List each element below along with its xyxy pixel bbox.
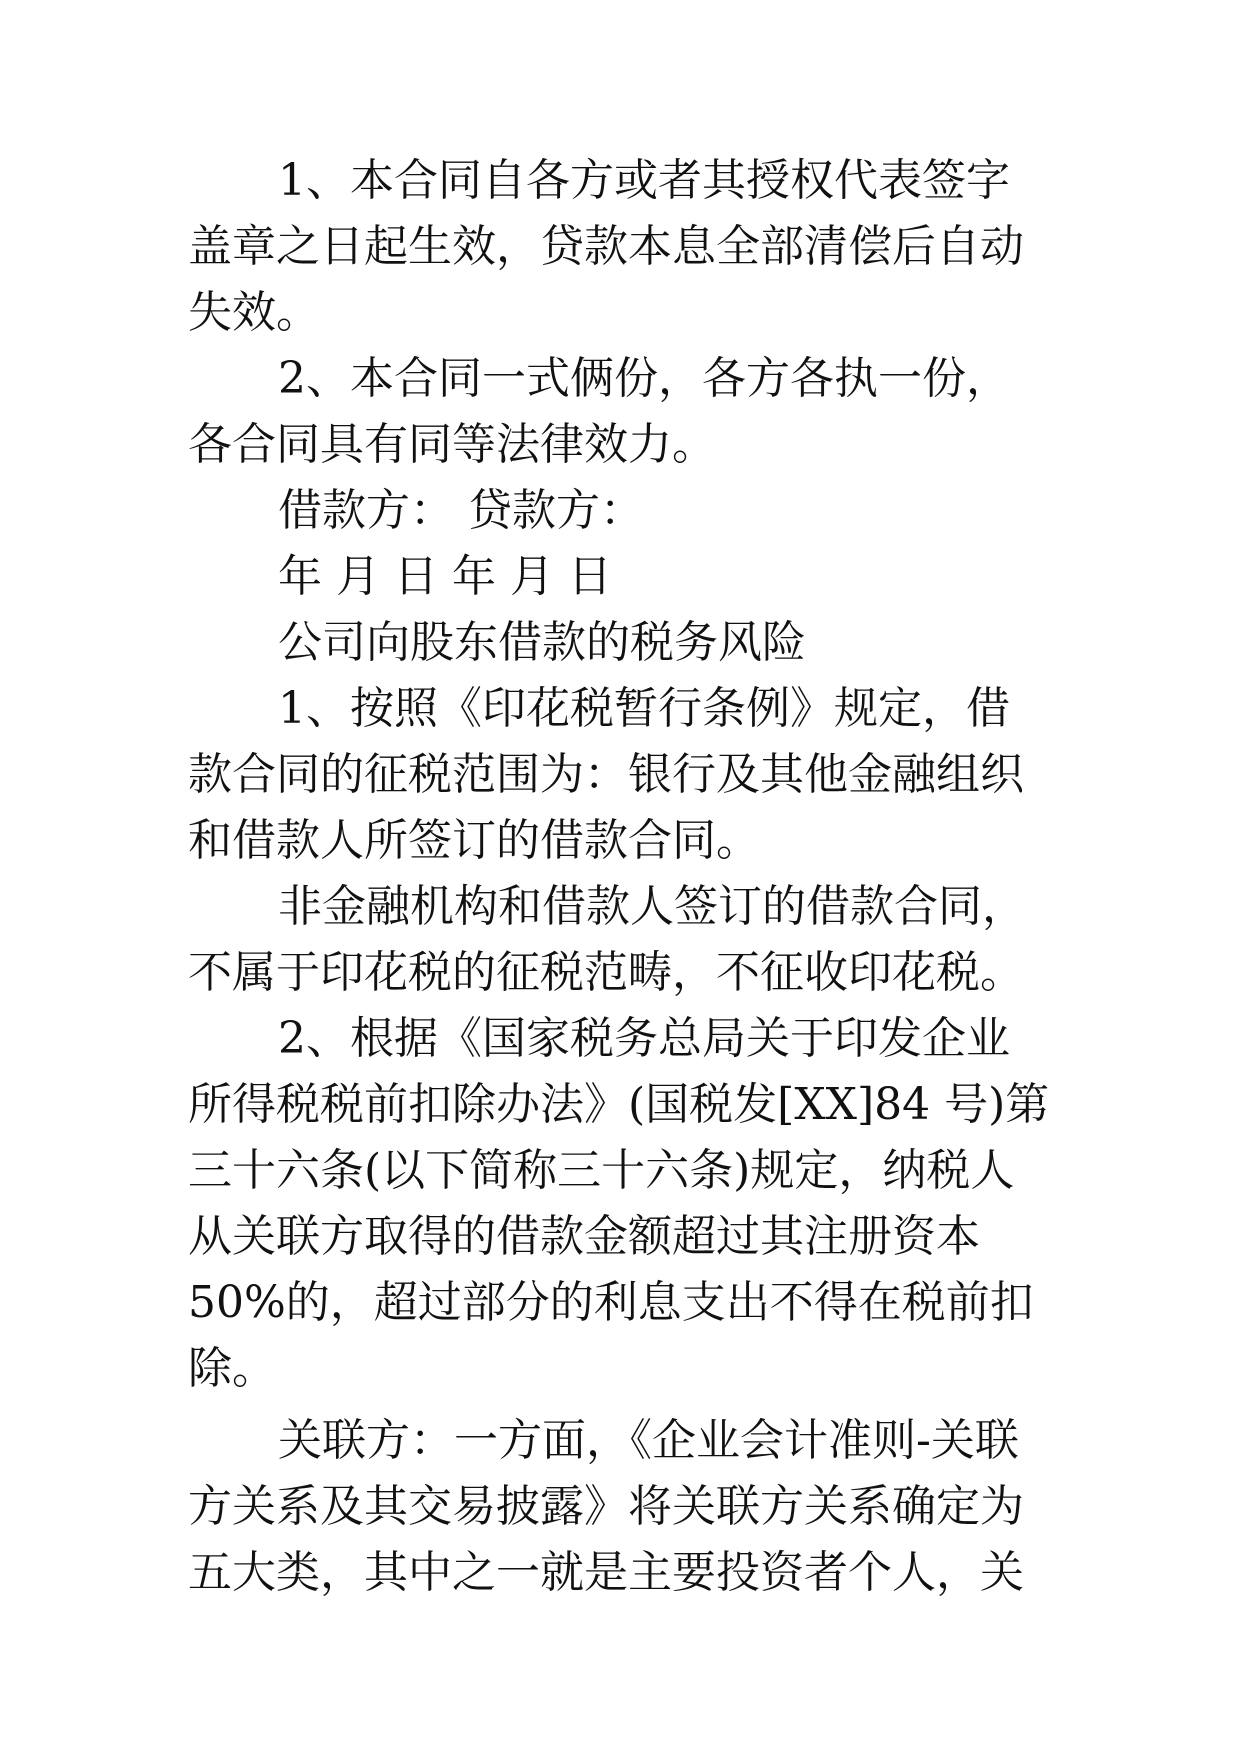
text-line: 非金融机构和借款人签订的借款合同，: [278, 881, 1026, 932]
text-line: 1、本合同自各方或者其授权代表签字: [278, 155, 1010, 206]
text-line: 各合同具有同等法律效力。: [188, 419, 716, 470]
text-line: 从关联方取得的借款金额超过其注册资本: [188, 1211, 980, 1262]
section-heading: 公司向股东借款的税务风险: [278, 617, 806, 668]
text-line: 不属于印花税的征税范畴，不征收印花税。: [188, 947, 1024, 998]
text-line: 三十六条(以下简称三十六条)规定，纳税人: [188, 1145, 1015, 1196]
text-line: 2、根据《国家税务总局关于印发企业: [278, 1013, 1010, 1064]
text-line: 和借款人所签订的借款合同。: [188, 815, 760, 866]
text-line: 关联方：一方面，《企业会计准则-关联: [278, 1415, 1019, 1466]
text-line: 50%的，超过部分的利息支出不得在税前扣: [188, 1277, 1034, 1328]
text-line: 除。: [188, 1343, 276, 1394]
text-line: 五大类，其中之一就是主要投资者个人，关: [188, 1547, 1024, 1598]
text-line: 1、按照《印花税暂行条例》规定，借: [278, 683, 1010, 734]
signature-parties: 借款方： 贷款方：: [278, 485, 644, 536]
text-line: 方关系及其交易披露》将关联方关系确定为: [188, 1481, 1024, 1532]
text-line: 失效。: [188, 287, 320, 338]
text-line: 2、本合同一式俩份，各方各执一份，: [278, 353, 1010, 404]
text-line: 盖章之日起生效，贷款本息全部清偿后自动: [188, 221, 1024, 272]
signature-dates: 年 月 日 年 月 日: [278, 551, 612, 602]
text-line: 所得税税前扣除办法》(国税发[XX]84 号)第: [188, 1079, 1050, 1130]
text-line: 款合同的征税范围为：银行及其他金融组织: [188, 749, 1024, 800]
